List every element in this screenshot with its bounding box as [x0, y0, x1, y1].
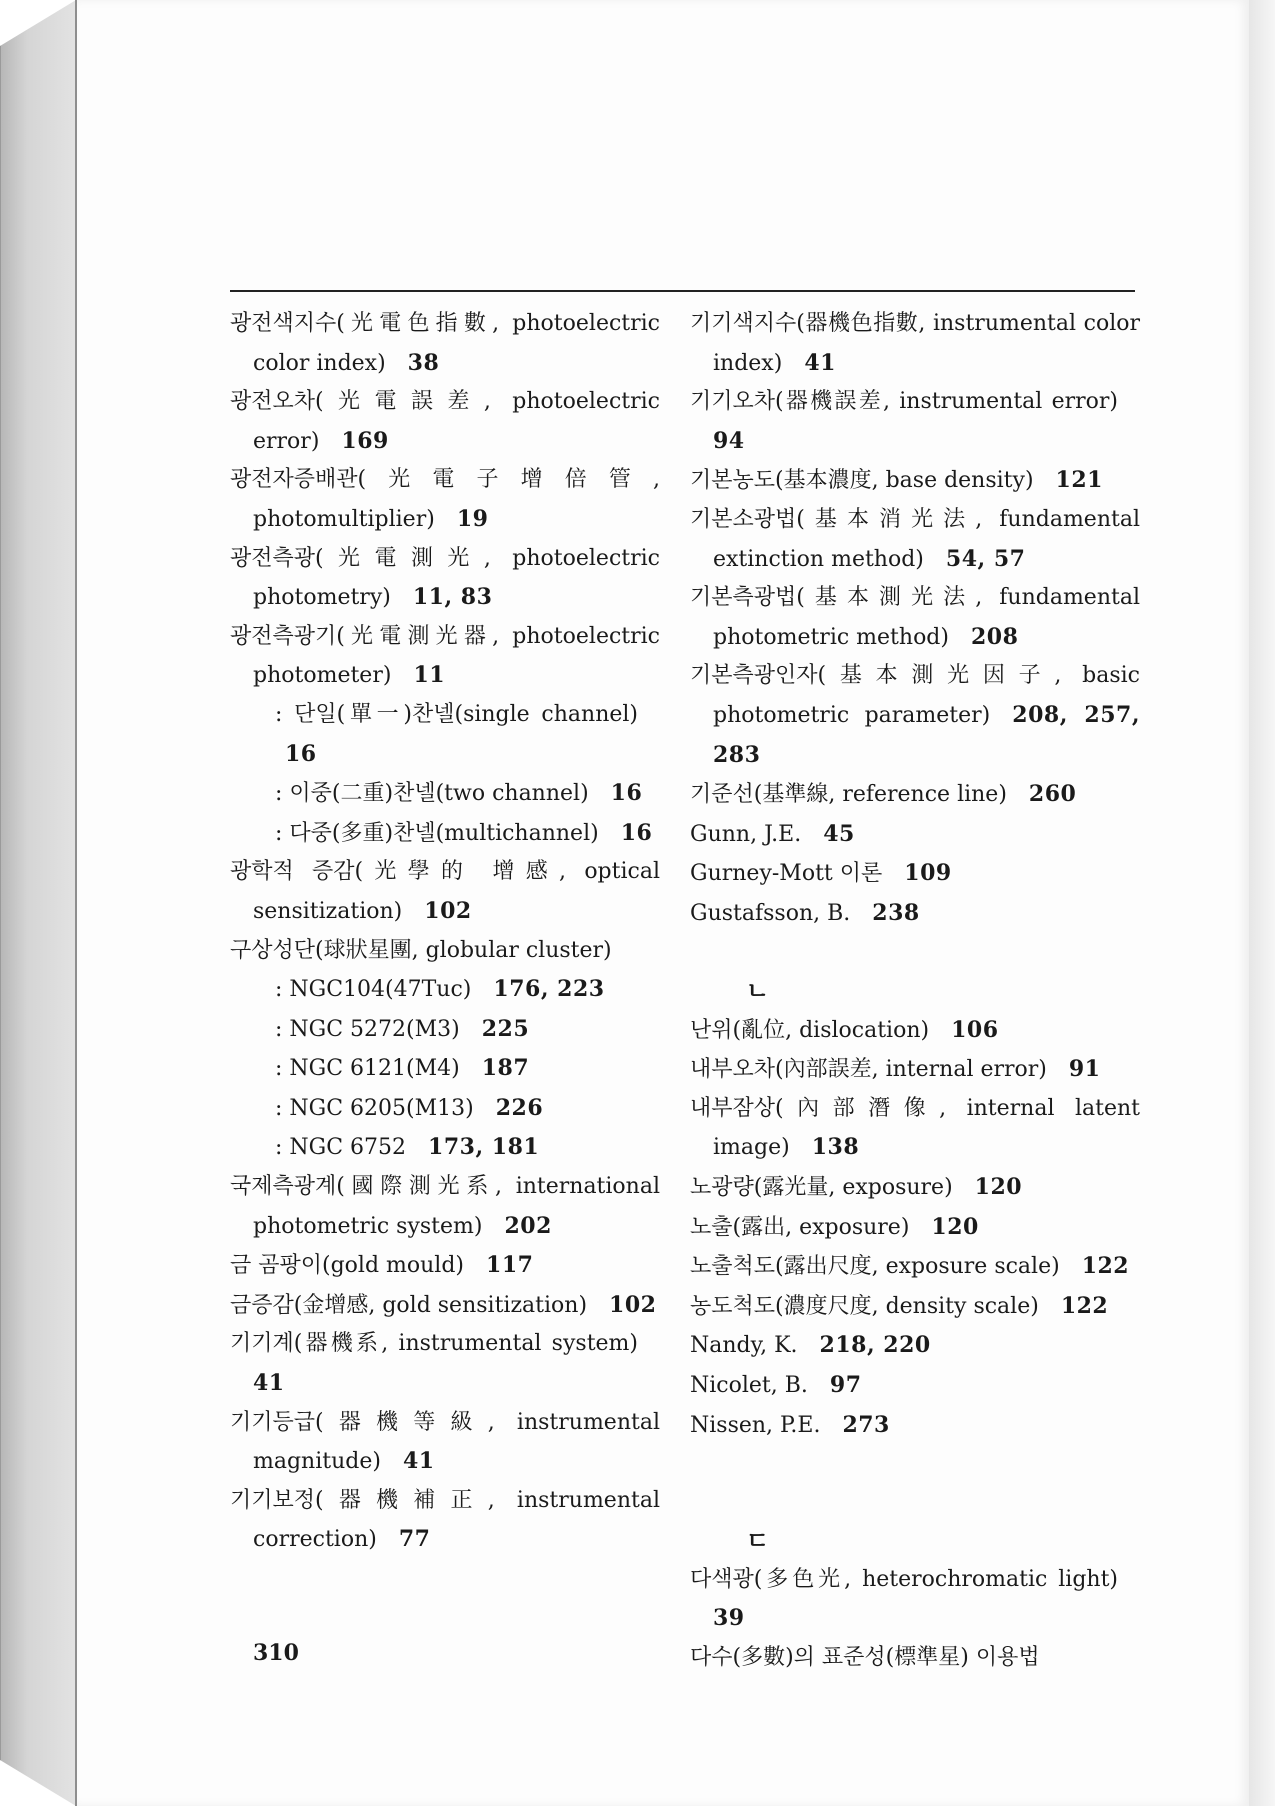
entry-term: 광전오차(光電誤差, photoelectric error) [230, 389, 660, 454]
index-entry [690, 383, 1140, 461]
index-entry [690, 1639, 1140, 1678]
entry-page-ref: 97 [829, 1372, 862, 1399]
index-subentry [230, 970, 660, 1010]
index-entry [690, 894, 1140, 934]
entry-page-ref: 94 [713, 427, 745, 454]
index-subentry [230, 1010, 660, 1050]
entry-term: 기기오차(器機誤差, instrumental error) [690, 389, 1118, 415]
entry-term: 국제측광계(國際測光系, international photometric system) [230, 1174, 660, 1239]
index-entry [230, 932, 660, 971]
entry-page-ref: 120 [974, 1174, 1023, 1201]
entry-term: 기기색지수(器機色指數, instrumental color index) [690, 311, 1140, 376]
index-subentry [230, 1128, 660, 1168]
index-entry [230, 1325, 660, 1403]
page-number: 310 [253, 1640, 299, 1666]
entry-term: 광전색지수(光電色指數, photoelectric color index) [230, 311, 660, 376]
entry-page-ref: 19 [456, 505, 489, 532]
entry-page-ref: 120 [931, 1213, 979, 1240]
entry-page-ref: 41 [402, 1448, 435, 1475]
entry-term: : NGC104(47Tuc) [275, 977, 472, 1003]
index-entry [690, 1287, 1140, 1327]
entry-page-ref: 41 [253, 1370, 285, 1397]
entry-page-ref: 176, 223 [493, 976, 605, 1003]
entry-term: 광전측광(光電測光, photoelectric photometry) [230, 545, 660, 611]
entry-term: : 이중(二重)찬넬(two channel) [275, 781, 589, 807]
entry-term: 기기계(器機系, instrumental system) [230, 1331, 638, 1357]
entry-page-ref: 225 [481, 1015, 530, 1042]
index-entry [690, 461, 1140, 501]
entry-page-ref: 169 [341, 427, 389, 454]
book-spine [0, 0, 77, 1806]
index-column-right [690, 305, 1140, 1678]
entry-term: Gustafsson, B. [690, 900, 851, 926]
index-entry [690, 579, 1140, 657]
entry-page-ref: 238 [872, 899, 920, 926]
entry-page-ref: 45 [823, 820, 855, 847]
entry-page-ref: 38 [407, 349, 440, 376]
entry-term: 구상성단(球狀星團, globular cluster) [230, 937, 612, 963]
entry-page-ref: 106 [951, 1016, 999, 1043]
index-entry [690, 854, 1140, 894]
entry-page-ref: 54, 57 [945, 545, 1026, 572]
index-entry [230, 461, 660, 539]
entry-page-ref: 39 [713, 1605, 745, 1632]
index-entry [690, 775, 1140, 815]
entry-page-ref: 41 [804, 349, 836, 376]
entry-page-ref: 109 [904, 860, 952, 887]
entry-term: 금증감(金增感, gold sensitization) [230, 1292, 588, 1318]
entry-term: 광전측광기(光電測光器, photoelectric photometer) [230, 623, 660, 689]
entry-term: 내부잠상(內部潛像, internal latent image) [690, 1095, 1140, 1161]
index-entry [230, 618, 660, 696]
entry-page-ref: 122 [1060, 1292, 1109, 1319]
index-entry [690, 1406, 1140, 1446]
entry-page-ref: 16 [610, 780, 643, 807]
entry-page-ref: 138 [811, 1134, 860, 1161]
index-entry [230, 540, 660, 618]
entry-term: 기본농도(基本濃度, base density) [690, 468, 1034, 494]
entry-term: Gurney-Mott 이론 [690, 861, 883, 887]
index-subentry [230, 1049, 660, 1089]
entry-term: 기본소광법(基本消光法, fundamental extinction method) [690, 506, 1140, 572]
section-gap [690, 1445, 1140, 1522]
entry-page-ref: 208, 257, 283 [713, 701, 1140, 768]
index-entry [690, 1090, 1140, 1168]
index-entry [230, 1404, 660, 1482]
index-entry [690, 1168, 1140, 1208]
index-entry [690, 1247, 1140, 1287]
top-rule [230, 290, 1135, 292]
index-entry [690, 305, 1140, 383]
entry-page-ref: 11 [413, 662, 446, 689]
entry-page-ref: 102 [609, 1291, 657, 1318]
entry-term: : 단일(單一)찬넬(single channel) [275, 701, 638, 727]
entry-term: 노출척도(露出尺度, exposure scale) [690, 1254, 1060, 1280]
entry-term: 내부오차(內部誤差, internal error) [690, 1057, 1047, 1083]
index-entry [230, 853, 660, 931]
entry-page-ref: 273 [842, 1411, 890, 1438]
index-column-left [230, 305, 660, 1560]
index-entry [690, 1208, 1140, 1248]
index-entry [690, 1366, 1140, 1406]
entry-term: 노출(露出, exposure) [690, 1214, 910, 1240]
index-subentry [230, 1089, 660, 1129]
index-subentry [230, 774, 660, 814]
index-entry [230, 1246, 660, 1286]
index-entry [690, 657, 1140, 775]
entry-term: 노광량(露光量, exposure) [690, 1175, 953, 1201]
entry-page-ref: 208 [970, 623, 1019, 650]
entry-page-ref: 122 [1081, 1253, 1130, 1280]
entry-term: Nandy, K. [690, 1333, 798, 1359]
section-letter: ㄷ [746, 1527, 770, 1556]
entry-term: : NGC 6121(M4) [275, 1056, 460, 1082]
entry-page-ref: 91 [1068, 1056, 1101, 1083]
index-entry [690, 1050, 1140, 1090]
entry-page-ref: 218, 220 [819, 1332, 931, 1359]
entry-term: : NGC 6752 [275, 1135, 407, 1161]
index-subentry [230, 814, 660, 854]
entry-term: 기본측광인자(基本測光因子, basic photometric parameter) [690, 663, 1140, 728]
entry-page-ref: 16 [620, 819, 653, 846]
entry-page-ref: 173, 181 [428, 1134, 540, 1161]
entry-page-ref: 260 [1028, 781, 1077, 808]
index-entry [230, 1286, 660, 1326]
entry-page-ref: 121 [1055, 467, 1103, 494]
index-entry [690, 1561, 1140, 1639]
entry-term: 기기보정(器機補正, instrumental correction) [230, 1487, 660, 1553]
page-edge [1249, 0, 1275, 1806]
entry-page-ref: 226 [495, 1094, 544, 1121]
entry-page-ref: 117 [486, 1252, 534, 1279]
entry-page-ref: 102 [424, 897, 472, 924]
entry-page-ref: 187 [481, 1055, 530, 1082]
entry-term: : NGC 5272(M3) [275, 1016, 460, 1042]
index-entry [690, 1011, 1140, 1051]
entry-term: 금 곰팡이(gold mould) [230, 1253, 465, 1279]
entry-term: : 다중(多重)찬넬(multichannel) [275, 820, 599, 846]
entry-term: Gunn, J.E. [690, 821, 802, 847]
entry-page-ref: 16 [285, 740, 317, 767]
section-gap [690, 934, 1140, 973]
entry-term: 다수(多數)의 표준성(標準星) 이용법 [690, 1645, 1040, 1670]
entry-term: 기기등급(器機等級, instrumental magnitude) [230, 1409, 660, 1475]
entry-page-ref: 77 [398, 1526, 431, 1553]
index-entry [690, 1326, 1140, 1366]
section-letter: ㄴ [746, 977, 770, 1006]
index-entry [690, 501, 1140, 579]
entry-term: 광학적 증감(光學的 增感, optical sensitization) [230, 859, 660, 924]
index-entry [230, 1168, 660, 1246]
index-subentry [230, 696, 660, 774]
entry-term: : NGC 6205(M13) [275, 1095, 474, 1121]
entry-term: Nicolet, B. [690, 1373, 808, 1399]
entry-term: 다색광(多色光, heterochromatic light) [690, 1566, 1118, 1592]
entry-term: 기준선(基準線, reference line) [690, 782, 1007, 808]
entry-term: 광전자증배관(光電子增倍管, photomultiplier) [230, 467, 660, 532]
entry-term: 난위(亂位, dislocation) [690, 1017, 930, 1043]
index-entry [230, 383, 660, 461]
index-entry [690, 815, 1140, 855]
index-entry [230, 1482, 660, 1560]
entry-page-ref: 202 [504, 1212, 552, 1239]
entry-term: 기본측광법(基本測光法, fundamental photometric method) [690, 585, 1140, 650]
entry-term: Nissen, P.E. [690, 1412, 821, 1438]
entry-page-ref: 11, 83 [412, 584, 493, 611]
index-entry [230, 305, 660, 383]
entry-term: 농도척도(濃度尺度, density scale) [690, 1293, 1039, 1319]
